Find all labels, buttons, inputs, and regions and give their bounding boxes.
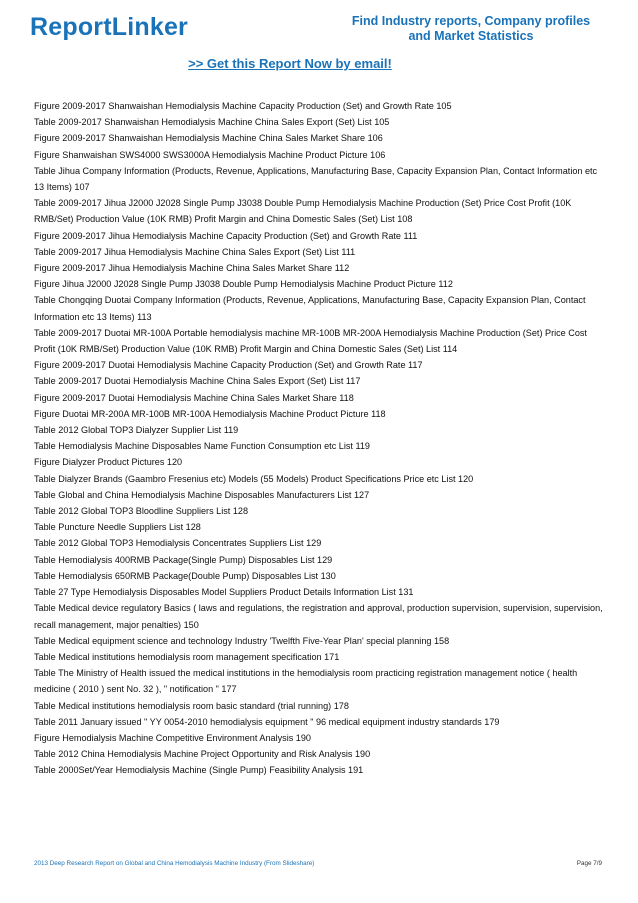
- toc-entry: Table 2000Set/Year Hemodialysis Machine (Single Pump) Feasibility Analysis 191: [34, 765, 364, 776]
- toc-entry: Figure 2009-2017 Shanwaishan Hemodialysis Machine Capacity Production (Set) and Growth Rate 105: [34, 101, 452, 111]
- page-footer: [34, 860, 602, 867]
- get-report-email-link[interactable]: >> Get this Report Now by email!: [188, 56, 392, 71]
- reportlinker-logo[interactable]: ReportLinker: [30, 13, 188, 41]
- toc-entry: Table 2011 January issued " YY 0054-2010 hemodialysis equipment " 96 medical equipment industry standards 179: [34, 716, 500, 727]
- toc-entry: Figure Duotai MR-200A MR-100B MR-100A Hemodialysis Machine Product Picture 118: [34, 408, 386, 419]
- toc-entry: Table 2009-2017 Jihua Hemodialysis Machine China Sales Export (Set) List 111: [34, 246, 356, 257]
- toc-entry: Table Hemodialysis 650RMB Package(Double Pump) Disposables List 130: [34, 570, 336, 581]
- toc-entry: Table 2012 Global TOP3 Dialyzer Supplier List 119: [34, 425, 239, 436]
- toc-entry: Table Medical device regulatory Basics ( laws and regulations, the registration and approval, production supervision, supervision, supervision, recall management, major penalties) 150: [34, 603, 603, 630]
- toc-entry: Table 2012 China Hemodialysis Machine Project Opportunity and Risk Analysis 190: [34, 749, 371, 760]
- footer-source-link[interactable]: 2013 Deep Research Report on Global and China Hemodialysis Machine Industry (From Slideshare): [34, 860, 315, 867]
- toc-entry: Figure Jihua J2000 J2028 Single Pump J3038 Double Pump Hemodialysis Machine Product Picture 112: [34, 279, 453, 290]
- toc-entry: Table 2009-2017 Jihua J2000 J2028 Single Pump J3038 Double Pump Hemodialysis Machine Production (Set) Price Cost Profit (10K RMB/Set) Production Value (10K RMB) Profit Margin and China Domestic Sales (Set) List 108: [34, 198, 572, 225]
- toc-entry: Table Medical institutions hemodialysis room management specification 171: [34, 651, 340, 662]
- toc-entry: Table Medical equipment science and technology Industry 'Twelfth Five-Year Plan' special planning 158: [34, 635, 450, 646]
- toc-entry: Table 2012 Global TOP3 Hemodialysis Concentrates Suppliers List 129: [34, 538, 322, 549]
- toc-entry: Table 27 Type Hemodialysis Disposables Model Suppliers Product Details Information List 131: [34, 587, 414, 598]
- tagline-line-2: and Market Statistics: [408, 29, 534, 43]
- toc-entry: Figure 2009-2017 Duotai Hemodialysis Machine China Sales Market Share 118: [34, 392, 354, 403]
- toc-entry: Table Hemodialysis Machine Disposables Name Function Consumption etc List 119: [34, 441, 370, 452]
- toc-entry: Table The Ministry of Health issued the medical institutions in the hemodialysis room practicing registration management notice ( health medicine ( 2010 ) sent No. 32 ), " notification " 177: [34, 668, 578, 695]
- page-number: Page 7/9: [576, 860, 602, 867]
- toc-entry: Table 2009-2017 Duotai MR-100A Portable hemodialysis machine MR-100B MR-200A Hemodialysis Machine Production (Set) Price Cost Profit (10K RMB/Set) Production Value (10K RMB) Profit Margin and China Domestic Sales (Set) List 114: [34, 327, 587, 355]
- toc-entry: Figure Dialyzer Product Pictures 120: [34, 457, 183, 468]
- toc-entry: Table Global and China Hemodialysis Machine Disposables Manufacturers List 127: [34, 489, 370, 500]
- toc-entry: Table Puncture Needle Suppliers List 128: [34, 522, 201, 533]
- toc-entry: Figure 2009-2017 Jihua Hemodialysis Machine Capacity Production (Set) and Growth Rate 111: [34, 230, 418, 241]
- toc-entry: Figure 2009-2017 Shanwaishan Hemodialysis Machine China Sales Market Share 106: [34, 133, 383, 144]
- toc-entry: Table Jihua Company Information (Products, Revenue, Applications, Manufacturing Base, Capacity Expansion Plan, Contact Information etc 13 Items) 107: [34, 165, 598, 193]
- toc-entry: Table 2012 Global TOP3 Bloodline Suppliers List 128: [34, 506, 249, 517]
- header-tagline: [336, 14, 606, 44]
- toc-entry: Table Dialyzer Brands (Gaambro Fresenius etc) Models (55 Models) Product Specifications Price etc List 120: [34, 473, 474, 484]
- tagline-line-1: Find Industry reports, Company profiles: [351, 14, 591, 28]
- toc-entry: Table Chongqing Duotai Company Information (Products, Revenue, Applications, Manufacturing Base, Capacity Expansion Plan, Contact Information etc 13 Items) 113: [34, 295, 586, 322]
- toc-entry: Table 2009-2017 Duotai Hemodialysis Machine China Sales Export (Set) List 117: [34, 376, 361, 387]
- table-of-contents-list: [34, 98, 606, 779]
- toc-entry: Table 2009-2017 Shanwaishan Hemodialysis Machine China Sales Export (Set) List 105: [34, 117, 390, 128]
- toc-entry: Figure Hemodialysis Machine Competitive Environment Analysis 190: [34, 732, 311, 743]
- toc-entry: Table Medical institutions hemodialysis room basic standard (trial running) 178: [34, 700, 349, 711]
- toc-entry: Table Hemodialysis 400RMB Package(Single Pump) Disposables List 129: [34, 554, 333, 565]
- toc-entry: Figure Shanwaishan SWS4000 SWS3000A Hemodialysis Machine Product Picture 106: [34, 149, 386, 160]
- toc-entry: Figure 2009-2017 Jihua Hemodialysis Machine China Sales Market Share 112: [34, 263, 350, 274]
- toc-entry: Figure 2009-2017 Duotai Hemodialysis Machine Capacity Production (Set) and Growth Rate 117: [34, 360, 423, 371]
